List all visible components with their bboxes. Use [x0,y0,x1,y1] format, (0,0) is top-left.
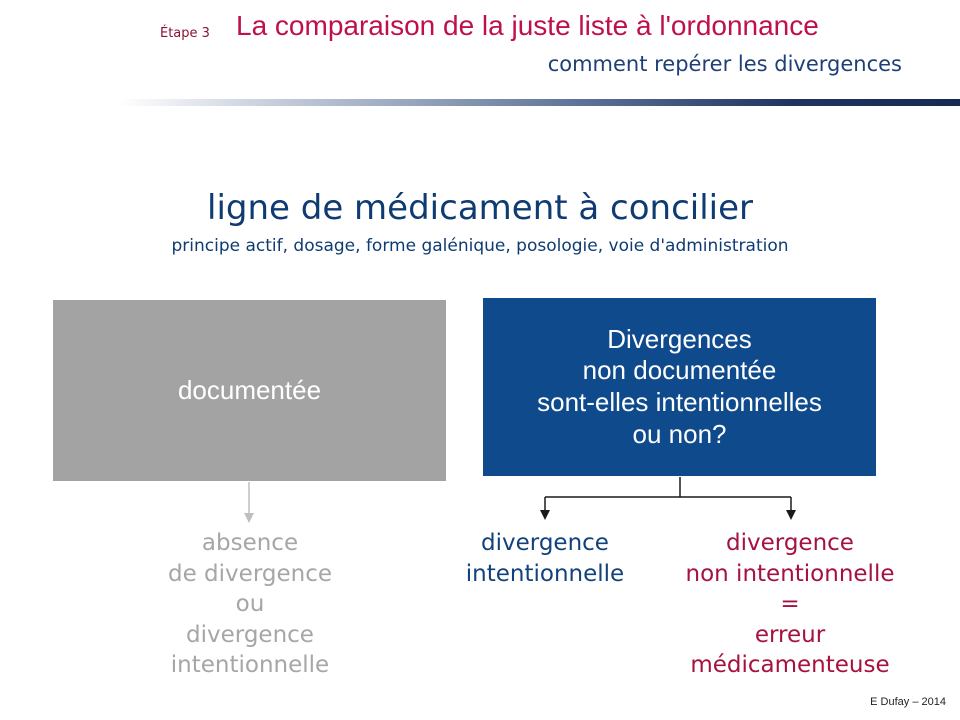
outcome-line: intentionnelle [170,652,330,679]
undocumented-box-line: Divergences [607,323,752,354]
undocumented-box-line: sont-elles intentionnelles [537,387,822,417]
outcome-line: divergence [186,621,314,648]
documented-box [53,300,446,481]
undocumented-box-line: ou non? [632,418,727,449]
footer-credit: E Dufay – 2014 [870,696,946,708]
outcome-line: divergence [726,530,854,556]
right-arrow-head [786,510,796,520]
step-label: Étape 3 [160,26,210,41]
outcome-line: de divergence [168,560,332,587]
undocumented-box [483,298,876,476]
outcome-intentional [430,528,660,589]
grey-arrow-head [244,513,254,523]
outcome-line: non intentionnelle [685,560,895,587]
slide-subtitle: comment repérer les divergences [547,52,902,76]
outcome-line: absence [201,530,299,556]
left-arrow-head [540,510,550,520]
outcome-line: ou [235,591,265,618]
outcome-line: médicamenteuse [690,652,890,679]
undocumented-box-line: non documentée [582,355,777,386]
main-subheading: principe actif, dosage, forme galénique, posologie, voie d'administration [171,236,789,256]
outcome-line: intentionnelle [465,560,625,587]
main-heading: ligne de médicament à concilier [207,188,753,228]
slide-title: La comparaison de la juste liste à l'ordonnance [236,10,819,41]
outcome-unintentional [670,528,910,681]
outcome-line: erreur [754,621,826,648]
outcome-documented [130,528,370,681]
header-rule [118,99,960,106]
outcome-line: = [780,591,800,618]
outcome-line: divergence [481,530,609,556]
documented-box-label: documentée [177,375,322,405]
